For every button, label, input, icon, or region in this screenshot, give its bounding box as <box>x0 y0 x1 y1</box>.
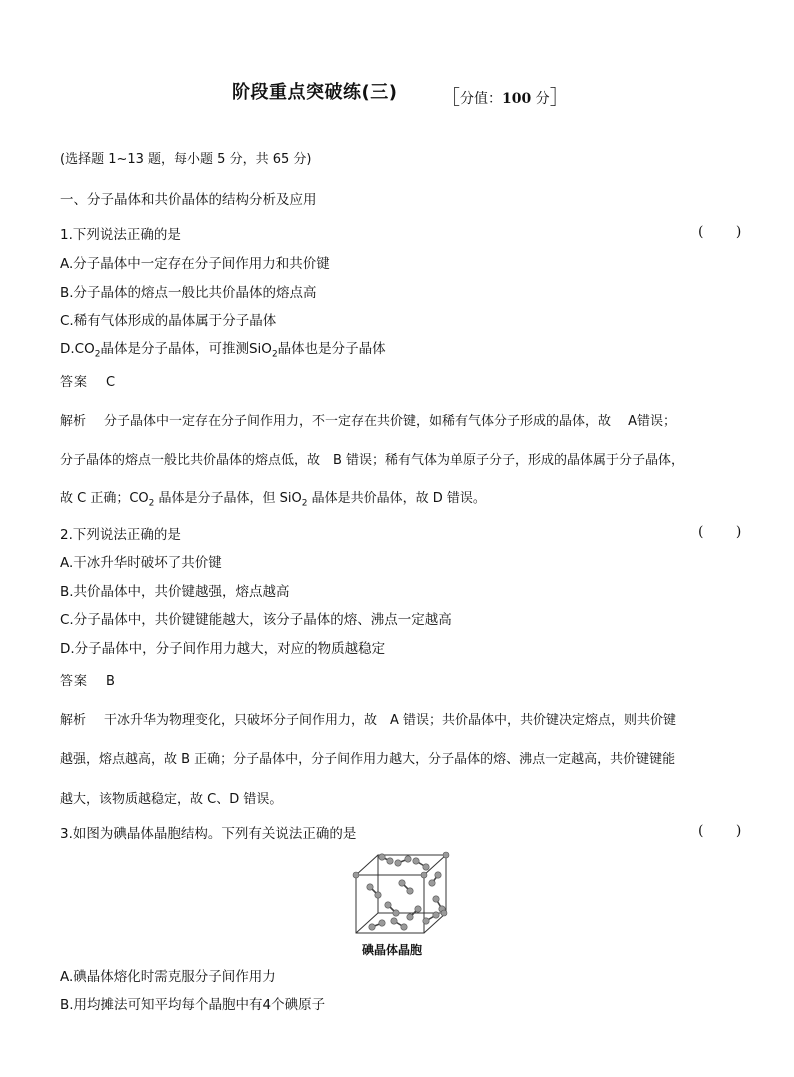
page-title: 阶段重点突破练(三) <box>232 82 398 103</box>
page-header <box>0 78 794 109</box>
q1-analysis-line-1: 解析 分子晶体中一定存在分子间作用力，不一定存在共价键，如稀有气体分子形成的晶体，故 A错误； <box>60 414 677 429</box>
q1-option-b: B.分子晶体的熔点一般比共价晶体的熔点高 <box>60 285 317 301</box>
q1-option-a: A.分子晶体中一定存在分子间作用力和共价键 <box>60 256 330 272</box>
q1-option-c: C.稀有气体形成的晶体属于分子晶体 <box>60 313 277 329</box>
score-value: 100 <box>502 91 532 107</box>
section-heading: 一、分子晶体和共价晶体的结构分析及应用 <box>60 192 317 208</box>
question-1-stem: 1.下列说法正确的是 <box>60 227 181 243</box>
instructions: (选择题 1~13 题，每小题 5 分，共 65 分) <box>60 152 312 167</box>
q3-option-a: A.碘晶体熔化时需克服分子间作用力 <box>60 969 276 985</box>
question-2-stem: 2.下列说法正确的是 <box>60 527 181 543</box>
q2-answer: 答案 B <box>60 674 115 689</box>
q2-answer-value: B <box>106 674 115 689</box>
answer-paren: ( ) <box>698 524 756 540</box>
score-info: ［分值：100 分］ <box>440 85 570 109</box>
q2-analysis-line-2: 越强，熔点越高，故 B 正确；分子晶体中，分子间作用力越大，分子晶体的熔、沸点一定越高，共价键键能 <box>60 752 676 767</box>
question-3-stem: 3.如图为碘晶体晶胞结构。下列有关说法正确的是 <box>60 826 357 842</box>
answer-paren: ( ) <box>698 224 756 240</box>
q1-option-d: $D.CO_2$晶体是分子晶体，可推测SiO$_2$晶体也是分子晶体 <box>60 341 386 360</box>
q3-option-b: B.用均摊法可知平均每个晶胞中有4个碘原子 <box>60 997 326 1013</box>
figure-caption: 碘晶体晶胞 <box>362 943 423 957</box>
q2-option-c: C.分子晶体中，共价键键能越大，该分子晶体的熔、沸点一定越高 <box>60 612 452 628</box>
q2-option-a: A.干冰升华时破坏了共价键 <box>60 555 222 571</box>
iodine-unit-cell-figure <box>340 847 460 947</box>
q2-option-b: B.共价晶体中，共价键越强，熔点越高 <box>60 584 290 600</box>
q1-analysis-line-2: 分子晶体的熔点一般比共价晶体的熔点低，故 B 错误；稀有气体为单原子分子，形成的晶体属于分子晶体， <box>60 453 685 468</box>
answer-paren: ( ) <box>698 823 756 839</box>
q1-answer: 答案 C <box>60 375 116 390</box>
q1-analysis-line-3: 故 C 正确；$CO_2$ 晶体是分子晶体，但 SiO$_2$ 晶体是共价晶体，故 D 错误。 <box>60 491 486 509</box>
q2-analysis-line-3: 越大，该物质越稳定，故 C、D 错误。 <box>60 792 283 807</box>
q1-answer-value: C <box>106 375 116 390</box>
q2-analysis-line-1: 解析 干冰升华为物理变化，只破坏分子间作用力，故 A 错误；共价晶体中，共价键决定熔点，则共价键 <box>60 713 677 728</box>
q2-option-d: D.分子晶体中，分子间作用力越大，对应的物质越稳定 <box>60 641 386 657</box>
